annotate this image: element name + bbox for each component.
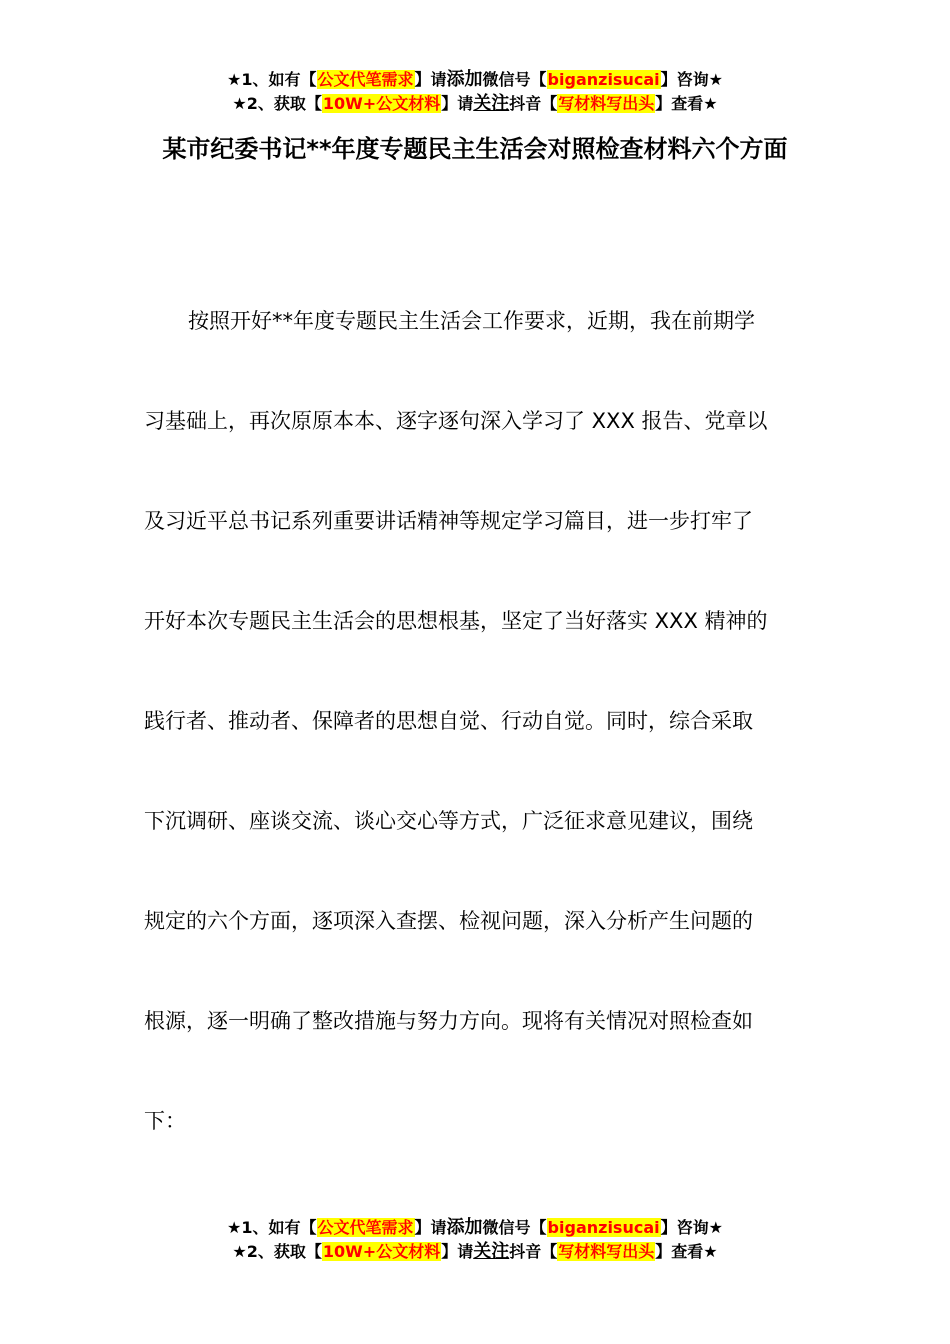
highlight-douyin-account: 写材料写出头 [558,94,655,113]
highlight-wechat-id: biganzisucai [547,70,660,89]
paragraph-line: 按照开好**年度专题民主生活会工作要求，近期，我在前期学 [188,309,755,333]
paragraph-line: 习基础上，再次原原本本、逐字逐句深入学习了 XXX 报告、党章以 [144,409,768,433]
star-icon: ★ [708,1218,723,1237]
highlight-materials: 10W+公文材料 [322,94,441,113]
highlight-service: 公文代笔需求 [317,70,414,89]
paragraph-line: 下沉调研、座谈交流、谈心交心等方式，广泛征求意见建议，围绕 [144,809,753,833]
paragraph-line: 及习近平总书记系列重要讲话精神等规定学习篇目，进一步打牢了 [144,509,753,533]
body-paragraph [144,296,809,1196]
footer-banner [0,1216,950,1264]
star-icon: ★ [708,70,723,89]
banner-line-2: ★2、获取【10W+公文材料】请关注抖音【写材料写出头】查看★ [232,93,718,114]
highlight-service: 公文代笔需求 [317,1218,414,1237]
star-icon: ★ [703,1242,718,1261]
star-icon: ★ [232,94,247,113]
paragraph-line: 践行者、推动者、保障者的思想自觉、行动自觉。同时，综合采取 [144,709,753,733]
highlight-wechat-id: biganzisucai [547,1218,660,1237]
star-icon: ★ [227,1218,242,1237]
paragraph-line: 根源，逐一明确了整改措施与努力方向。现将有关情况对照检查如 [144,1009,753,1033]
highlight-materials: 10W+公文材料 [322,1242,441,1261]
paragraph-line: 下： [144,1109,186,1133]
star-icon: ★ [703,94,718,113]
banner-line-1: ★1、如有【公文代笔需求】请添加微信号【biganzisucai】咨询★ [227,69,723,90]
paragraph-line: 开好本次专题民主生活会的思想根基，坚定了当好落实 XXX 精神的 [144,609,768,633]
header-banner [0,68,950,116]
star-icon: ★ [227,70,242,89]
star-icon: ★ [232,1242,247,1261]
document-title: 某市纪委书记**年度专题民主生活会对照检查材料六个方面 [162,135,788,163]
banner-line-2: ★2、获取【10W+公文材料】请关注抖音【写材料写出头】查看★ [232,1241,718,1262]
banner-line-1: ★1、如有【公文代笔需求】请添加微信号【biganzisucai】咨询★ [227,1217,723,1238]
paragraph-line: 规定的六个方面，逐项深入查摆、检视问题，深入分析产生问题的 [144,909,753,933]
highlight-douyin-account: 写材料写出头 [558,1242,655,1261]
